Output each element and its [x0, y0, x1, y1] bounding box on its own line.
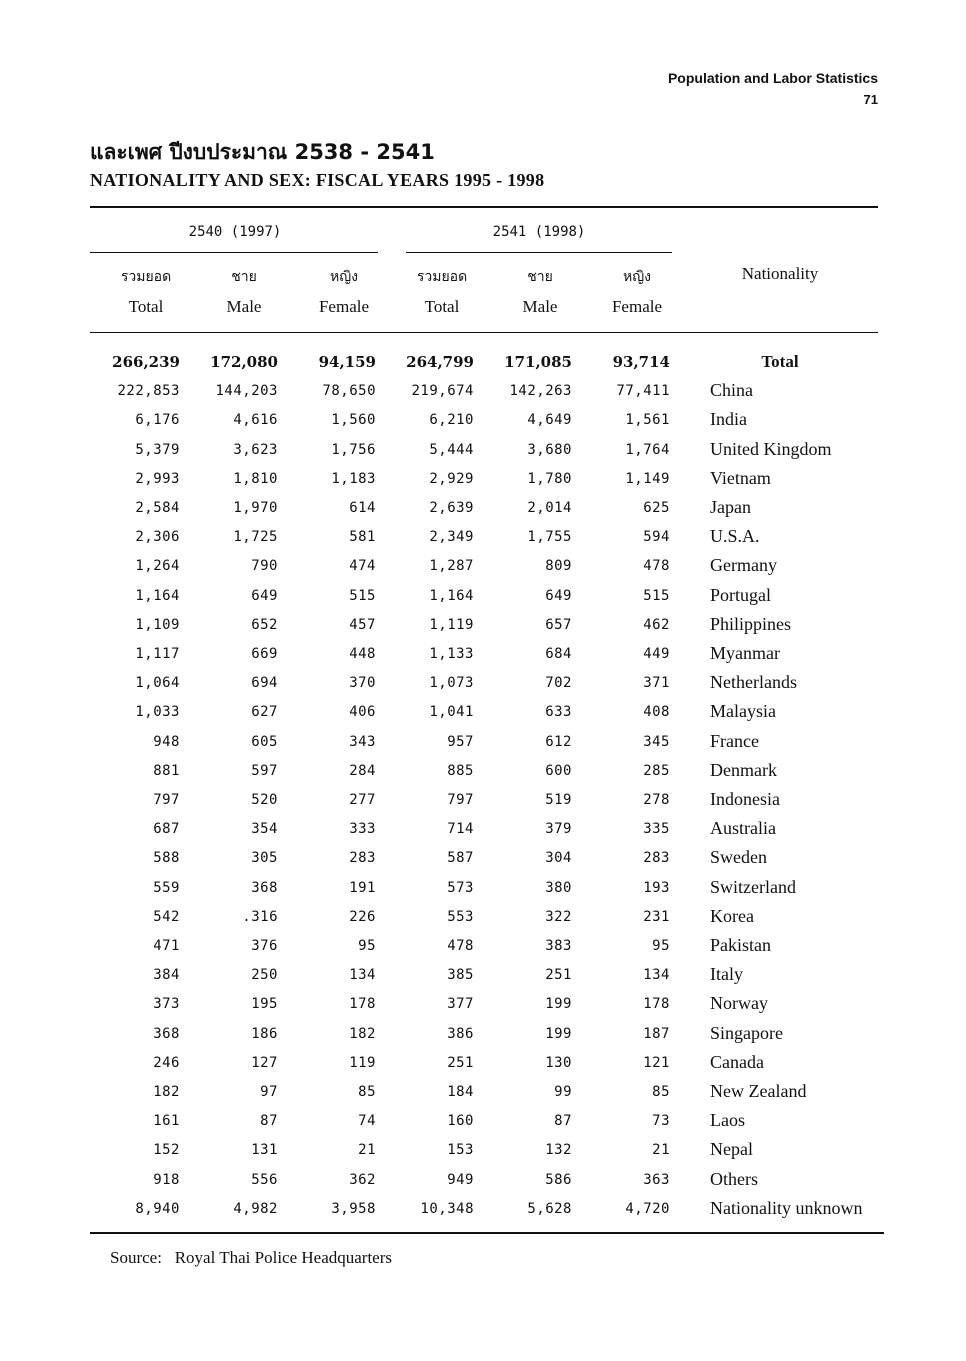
cell-f2: 187: [643, 1025, 670, 1042]
cell-t1: 6,176: [135, 412, 180, 429]
cell-m2: 600: [545, 762, 572, 779]
cell-nationality: Germany: [710, 555, 777, 576]
cell-f1: 78,650: [322, 383, 376, 400]
cell-f2: 449: [643, 646, 670, 662]
top-rule: [90, 206, 878, 208]
table-row: [90, 582, 880, 611]
cell-m2: 1,780: [527, 470, 572, 487]
cell-m2: 586: [545, 1171, 572, 1188]
cell-m1: .316: [242, 908, 278, 925]
source-text: Royal Thai Police Headquarters: [174, 1248, 393, 1267]
section-title: Population and Labor Statistics: [667, 70, 878, 86]
cell-t2: 386: [447, 1025, 474, 1042]
cell-t2: 714: [447, 821, 474, 838]
cell-f1: 134: [349, 967, 376, 984]
cell-f1: 406: [349, 704, 376, 721]
table-row: [90, 377, 880, 406]
cell-t1: 948: [153, 733, 180, 750]
col-total-1997: รวมยอด Total: [120, 269, 172, 316]
cell-t1: 1,109: [135, 616, 180, 633]
cell-m2: 99: [554, 1084, 572, 1100]
cell-nationality: India: [710, 409, 747, 430]
cell-f1: 343: [349, 733, 376, 750]
cell-nationality: Singapore: [710, 1022, 783, 1043]
cell-m2: 171,085: [504, 353, 572, 371]
cell-t2: 957: [447, 733, 474, 750]
cell-f2: 335: [643, 821, 670, 838]
col-total-1998: รวมยอด Total: [416, 269, 468, 316]
cell-t1: 2,584: [135, 500, 180, 516]
table-row: [90, 844, 880, 873]
cell-m2: 519: [545, 792, 572, 808]
cell-t2: 1,287: [429, 558, 474, 575]
year-1997-rule: [90, 252, 378, 253]
cell-m1: 652: [251, 616, 278, 633]
table-row: [90, 698, 880, 727]
table-row: [90, 1020, 880, 1049]
year-1997-label: 2540 (1997): [188, 224, 282, 240]
cell-m2: 380: [545, 879, 572, 896]
cell-nationality: Philippines: [710, 613, 792, 634]
cell-nationality: Myanmar: [710, 643, 780, 663]
cell-m1: 127: [251, 1054, 278, 1071]
cell-f1: 283: [349, 850, 376, 867]
table-row: [90, 1195, 880, 1224]
cell-t2: 219,674: [411, 383, 474, 400]
cell-t2: 5,444: [429, 441, 474, 458]
cell-nationality: Korea: [710, 905, 754, 926]
cell-m1: 368: [251, 879, 278, 896]
table-row: [90, 640, 880, 669]
cell-m1: 186: [251, 1025, 278, 1042]
cell-nationality: Canada: [710, 1051, 764, 1072]
cell-f2: 1,149: [625, 470, 670, 487]
cell-m2: 649: [545, 587, 572, 604]
cell-t1: 588: [153, 850, 180, 867]
cell-f2: 231: [643, 908, 670, 925]
cell-t2: 377: [447, 996, 474, 1013]
cell-f2: 93,714: [612, 353, 670, 371]
col-male-1997: ชาย Male: [226, 269, 262, 316]
cell-nationality: Nepal: [710, 1139, 753, 1160]
cell-t1: 384: [153, 967, 180, 984]
cell-f1: 182: [349, 1025, 376, 1042]
cell-f2: 85: [652, 1084, 670, 1100]
cell-t2: 184: [447, 1084, 474, 1100]
cell-m1: 1,725: [233, 529, 278, 546]
cell-f2: 73: [652, 1113, 670, 1130]
table-row: [90, 1078, 880, 1107]
cell-t2: 385: [447, 967, 474, 984]
cell-f2: 478: [643, 558, 670, 575]
cell-f2: 363: [643, 1171, 670, 1188]
cell-m1: 605: [251, 733, 278, 750]
cell-f2: 408: [643, 704, 670, 721]
cell-t1: 152: [153, 1142, 180, 1159]
cell-nationality: Pakistan: [710, 935, 771, 955]
cell-m1: 3,623: [233, 441, 278, 458]
cell-t1: 687: [153, 821, 180, 838]
cell-f1: 191: [349, 879, 376, 896]
cell-nationality: Others: [710, 1168, 758, 1189]
cell-f1: 1,560: [331, 412, 376, 429]
cell-f1: 1,756: [331, 441, 376, 458]
cell-m2: 809: [545, 558, 572, 575]
cell-t2: 153: [447, 1142, 474, 1159]
cell-nationality: Switzerland: [710, 876, 796, 897]
cell-f1: 85: [358, 1084, 376, 1100]
cell-f1: 370: [349, 675, 376, 692]
cell-t1: 1,033: [135, 704, 180, 721]
year-1998-label: 2541 (1998): [492, 224, 586, 240]
header-bottom-rule: [90, 332, 878, 333]
cell-t2: 1,119: [429, 616, 474, 633]
cell-f1: 3,958: [331, 1200, 376, 1217]
cell-nationality: Laos: [710, 1110, 745, 1131]
cell-nationality: Vietnam: [710, 467, 771, 488]
cell-f2: 283: [643, 850, 670, 867]
table-row: [90, 961, 880, 990]
cell-t2: 10,348: [420, 1200, 474, 1217]
cell-m1: 694: [251, 675, 278, 692]
cell-m2: 5,628: [527, 1200, 572, 1217]
cell-t1: 1,264: [135, 558, 180, 575]
cell-m2: 657: [545, 616, 572, 633]
cell-m1: 597: [251, 762, 278, 779]
cell-t2: 885: [447, 762, 474, 779]
running-header: [668, 68, 878, 110]
cell-t2: 2,929: [429, 470, 474, 487]
table-title-english: NATIONALITY AND SEX: FISCAL YEARS 1995 - 1998: [90, 170, 545, 190]
cell-f1: 581: [349, 529, 376, 546]
cell-m2: 251: [545, 967, 572, 984]
cell-nationality: New Zealand: [710, 1081, 807, 1101]
cell-t2: 587: [447, 850, 474, 867]
cell-t1: 2,306: [135, 529, 180, 546]
cell-m2: 633: [545, 704, 572, 721]
cell-t2: 1,041: [429, 704, 474, 721]
cell-f1: 448: [349, 646, 376, 662]
cell-nationality: Malaysia: [710, 701, 776, 722]
total-row: [90, 348, 880, 377]
cell-t1: 471: [153, 938, 180, 954]
table-row: [90, 465, 880, 494]
cell-t2: 573: [447, 879, 474, 896]
cell-f2: 371: [643, 675, 670, 692]
cell-m2: 2,014: [527, 500, 572, 516]
table-row: [90, 757, 880, 786]
cell-t1: 266,239: [112, 353, 180, 371]
year-1998-rule: [406, 252, 672, 253]
cell-nationality: Total: [761, 352, 799, 371]
cell-t1: 2,993: [135, 470, 180, 487]
cell-t2: 1,073: [429, 675, 474, 692]
cell-nationality: Norway: [710, 993, 768, 1014]
cell-m1: 1,810: [233, 470, 278, 487]
cell-m1: 131: [251, 1142, 278, 1159]
cell-nationality: Japan: [710, 497, 751, 517]
cell-f1: 362: [349, 1171, 376, 1188]
table-row: [90, 786, 880, 815]
table-row: [90, 494, 880, 523]
cell-m1: 195: [251, 996, 278, 1013]
table-row: [90, 552, 880, 581]
cell-f2: 121: [643, 1054, 670, 1071]
cell-f1: 277: [349, 792, 376, 808]
cell-t1: 246: [153, 1054, 180, 1071]
cell-m1: 97: [260, 1084, 278, 1100]
cell-t1: 161: [153, 1113, 180, 1130]
cell-t2: 797: [447, 792, 474, 808]
cell-f2: 77,411: [616, 383, 670, 400]
cell-f1: 1,183: [331, 470, 376, 487]
cell-m1: 520: [251, 792, 278, 808]
cell-f2: 625: [643, 500, 670, 516]
table-row: [90, 903, 880, 932]
cell-nationality: Nationality unknown: [710, 1197, 863, 1218]
cell-t1: 222,853: [117, 383, 180, 400]
cell-f1: 226: [349, 908, 376, 925]
cell-t1: 182: [153, 1084, 180, 1100]
table-row: [90, 436, 880, 465]
cell-m1: 172,080: [210, 353, 278, 371]
cell-t2: 1,133: [429, 646, 474, 662]
col-male-1998: ชาย Male: [522, 269, 558, 316]
table-row: [90, 1166, 880, 1195]
table-row: [90, 815, 880, 844]
cell-f2: 594: [643, 529, 670, 546]
cell-nationality: U.S.A.: [710, 526, 760, 547]
cell-t1: 1,164: [135, 587, 180, 604]
cell-m1: 305: [251, 850, 278, 867]
cell-m1: 4,982: [233, 1200, 278, 1217]
cell-nationality: Netherlands: [710, 672, 797, 693]
cell-nationality: Indonesia: [710, 789, 780, 809]
table-row: [90, 932, 880, 961]
cell-m1: 87: [260, 1113, 278, 1130]
cell-f1: 95: [358, 938, 376, 954]
cell-t2: 2,639: [429, 500, 474, 516]
cell-nationality: Sweden: [710, 847, 767, 868]
cell-m2: 684: [545, 646, 572, 662]
cell-f1: 21: [358, 1142, 376, 1159]
cell-m1: 4,616: [233, 412, 278, 429]
cell-t1: 5,379: [135, 441, 180, 458]
cell-t1: 1,117: [135, 646, 180, 662]
cell-t1: 1,064: [135, 675, 180, 692]
table-row: [90, 406, 880, 435]
cell-f1: 515: [349, 587, 376, 604]
cell-f2: 21: [652, 1142, 670, 1159]
cell-nationality: Portugal: [710, 584, 771, 605]
cell-t1: 797: [153, 792, 180, 808]
cell-f2: 1,561: [625, 412, 670, 429]
cell-m1: 376: [251, 938, 278, 954]
table-row: [90, 669, 880, 698]
table-row: [90, 523, 880, 552]
cell-m2: 199: [545, 1025, 572, 1042]
cell-m2: 702: [545, 675, 572, 692]
cell-f1: 333: [349, 821, 376, 838]
cell-f1: 178: [349, 996, 376, 1013]
cell-m1: 144,203: [215, 383, 278, 400]
cell-m1: 649: [251, 587, 278, 604]
cell-t1: 8,940: [135, 1200, 180, 1217]
cell-f1: 284: [349, 762, 376, 779]
cell-m1: 790: [251, 558, 278, 575]
cell-t1: 542: [153, 908, 180, 925]
cell-m2: 612: [545, 733, 572, 750]
cell-f2: 193: [643, 879, 670, 896]
cell-f2: 134: [643, 967, 670, 984]
cell-f2: 95: [652, 938, 670, 954]
cell-m1: 556: [251, 1171, 278, 1188]
cell-t2: 949: [447, 1171, 474, 1188]
cell-f2: 515: [643, 587, 670, 604]
cell-nationality: United Kingdom: [710, 438, 832, 459]
col-female-1998: หญิง Female: [611, 269, 663, 316]
cell-nationality: China: [710, 380, 753, 401]
bottom-rule: [90, 1232, 884, 1234]
cell-t1: 881: [153, 762, 180, 779]
cell-m2: 322: [545, 908, 572, 925]
page-number: 71: [863, 92, 878, 107]
table-row: [90, 611, 880, 640]
cell-nationality: Denmark: [710, 759, 777, 780]
cell-m1: 250: [251, 967, 278, 984]
cell-m2: 304: [545, 850, 572, 867]
cell-t2: 553: [447, 908, 474, 925]
cell-m2: 130: [545, 1054, 572, 1071]
cell-m2: 383: [545, 938, 572, 954]
cell-m2: 1,755: [527, 529, 572, 546]
table-row: [90, 1107, 880, 1136]
cell-f2: 285: [643, 762, 670, 779]
cell-t2: 1,164: [429, 587, 474, 604]
cell-f2: 462: [643, 616, 670, 633]
cell-m1: 354: [251, 821, 278, 838]
cell-f2: 345: [643, 733, 670, 750]
cell-f1: 474: [349, 558, 376, 575]
table-row: [90, 874, 880, 903]
table-row: [90, 990, 880, 1019]
cell-nationality: France: [710, 730, 759, 751]
cell-m2: 87: [554, 1113, 572, 1130]
cell-t2: 251: [447, 1054, 474, 1071]
cell-f1: 614: [349, 500, 376, 516]
cell-m1: 669: [251, 646, 278, 662]
cell-t1: 373: [153, 996, 180, 1013]
cell-f2: 278: [643, 792, 670, 808]
cell-t1: 559: [153, 879, 180, 896]
col-nationality: Nationality: [741, 264, 819, 283]
table-row: [90, 1136, 880, 1165]
cell-m2: 142,263: [509, 383, 572, 400]
cell-t2: 264,799: [406, 353, 474, 371]
cell-t2: 160: [447, 1113, 474, 1130]
cell-f2: 4,720: [625, 1200, 670, 1217]
cell-m1: 1,970: [233, 500, 278, 516]
cell-t2: 2,349: [429, 529, 474, 546]
cell-m2: 132: [545, 1142, 572, 1159]
cell-t1: 918: [153, 1171, 180, 1188]
cell-nationality: Italy: [710, 964, 743, 985]
cell-m1: 627: [251, 704, 278, 721]
cell-t2: 6,210: [429, 412, 474, 429]
cell-m2: 4,649: [527, 412, 572, 429]
table-row: [90, 1049, 880, 1078]
cell-nationality: Australia: [710, 818, 776, 839]
cell-f1: 457: [349, 616, 376, 633]
table-title-thai: และเพศ ปีงบประมาณ 2538 - 2541: [90, 140, 435, 164]
cell-t1: 368: [153, 1025, 180, 1042]
table-row: [90, 728, 880, 757]
cell-m2: 379: [545, 821, 572, 838]
cell-f2: 178: [643, 996, 670, 1013]
source-label: Source:: [110, 1248, 162, 1267]
cell-m2: 199: [545, 996, 572, 1013]
col-female-1997: หญิง Female: [318, 269, 370, 316]
cell-f1: 119: [349, 1054, 376, 1071]
source-note: [110, 1248, 392, 1268]
cell-f2: 1,764: [625, 441, 670, 458]
cell-t2: 478: [447, 938, 474, 954]
cell-m2: 3,680: [527, 441, 572, 458]
cell-f1: 94,159: [318, 353, 376, 371]
cell-f1: 74: [358, 1113, 376, 1130]
